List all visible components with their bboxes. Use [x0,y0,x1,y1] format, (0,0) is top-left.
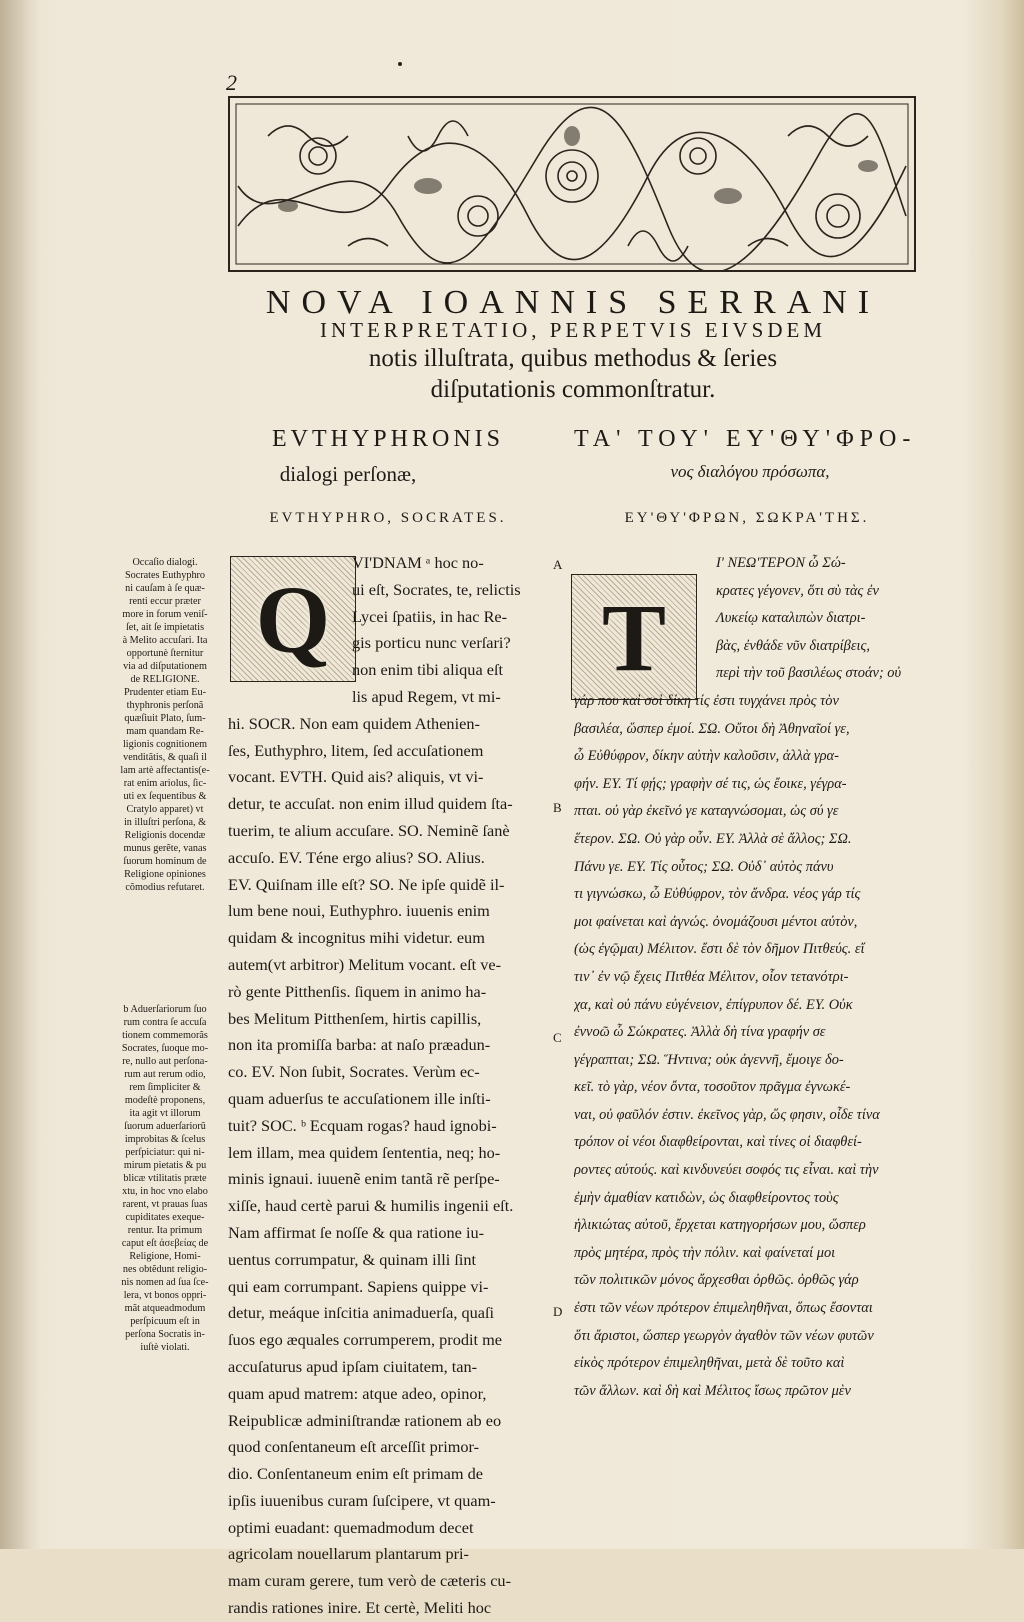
margin-note-line: mam quandam Re- [126,726,204,737]
margin-note-line: Socrates, ſuoque mo- [121,1043,209,1054]
latin-heading: EVTHYPHRONIS [271,426,504,452]
greek-text-line: κεῖ. τὸ γὰρ, νέον ὄντα, τοσοῦτον πρᾶγμα ἐγνωκέ- [574,1079,851,1096]
latin-text-line: Lycei ſpatiis, in hac Re- [352,606,508,626]
greek-text-line: τιν᾽ ἐν νῷ ἔχεις Πιτθέα Μέλιτον, οἷον τετανότρι- [574,968,849,985]
greek-text-line: κρατες γέγονεν, ὅτι σὺ τὰς ἐν [716,582,879,599]
latin-text-line: Reipublicæ adminiſtrandæ rationem ab eo [228,1410,502,1430]
greek-text-line: πρὸς μητέρα, πρὸς τὴν πόλιν. καὶ φαίνεταί μοι [574,1244,836,1261]
latin-text-line: quidam & incognitus mihi videtur. eum [228,928,485,948]
greek-text-line: (ὡς ἐγῷμαι) Μέλιτον. ἔστι δὲ τὸν δῆμον Πιτθεύς. εἴ [574,941,865,958]
section-letter-c: C [553,1030,562,1045]
greek-text-line: ναι, οὐ φαῦλόν ἐστιν. ἐκεῖνος γὰρ, ὥς φησιν, οἶδε τίνα [574,1106,880,1123]
title-line-2: INTERPRETATIO, PERPETVIS EIVSDEM [319,318,827,342]
greek-text-line: Πάνυ γε. ΕΥ. Τίς οὗτος; ΣΩ. Οὐδ᾽ αὐτὸς πάνυ [574,858,834,875]
margin-note-line: perſpiciatur: qui ni- [125,1147,205,1158]
margin-note-line: rat enim ariolus, ſic- [123,778,207,789]
margin-note-line: tionem commemorãs [122,1030,208,1041]
latin-text-line: agricolam nouellarum plantarum pri- [228,1544,469,1564]
latin-text-line: non ita promiſſa barba: at naſo præadun- [228,1035,491,1055]
margin-note-line: caput eſt ἀσεβείας de [121,1238,209,1249]
title-line-3: notis illuſtrata, quibus methodus & ſeries [368,345,778,372]
title-line-1: NOVA IOANNIS SERRANI [265,284,881,321]
latin-text-line: Nam affirmat ſe noſſe & qua ratione iu- [228,1222,485,1242]
margin-note-line: munus gerẽte, vanas [123,843,207,854]
section-letter-d: D [553,1304,563,1319]
margin-note-line: uti ex ſequentibus & [123,791,207,802]
greek-text-line: πται. οὐ γὰρ ἐκεῖνό γε καταγνώσομαι, ὡς σύ γε [574,803,839,820]
margin-note-line: nes obtẽdunt religio- [122,1264,208,1275]
margin-note-line: de RELIGIONE. [130,674,200,685]
latin-text-line: qui eam corrumpant. Sapiens quippe vi- [228,1276,489,1296]
margin-note-line: iuſtè violati. [140,1342,190,1353]
margin-note-line: improbitas & ſcelus [124,1134,206,1145]
greek-text-line: βασιλέα, ὥσπερ ἐμοί. ΣΩ. Οὔτοι δὴ Ἀθηναῖοί γε, [574,720,850,737]
margin-note-line: re, nullo aut perſona- [122,1056,208,1067]
latin-text-line: lem illam, mea quidem ſententia, neq; ho- [228,1142,501,1162]
margin-note-line: venditãtis, & quaſi il [123,752,207,763]
margin-note-line: rum aut rerum odio, [124,1069,206,1080]
greek-text-line: Λυκείῳ καταλιπὼν διατρι- [716,610,866,627]
greek-text-line: ἡλικιώτας αὐτοῦ, ἔρχεται κατηγορήσων μου, ὥσπερ [574,1217,866,1234]
latin-text-line: non enim tibi aliqua eſt [352,660,504,680]
greek-text-line: ἕτερον. ΣΩ. Οὐ γὰρ οὖν. ΕΥ. Ἀλλὰ σὲ ἄλλος; ΣΩ. [574,830,852,847]
latin-text-line: co. EV. Non ſubit, Socrates. Verùm ec- [228,1062,480,1082]
greek-text-line: ἐμὴν ἀμαθίαν κατιδὼν, ὡς διαφθείροντος τοὺς [574,1189,839,1206]
margin-note-line: rentur. Ita primum [127,1225,203,1236]
margin-note-line: blicæ vtilitatis præte [123,1173,207,1184]
margin-note-line: Religione, Homi- [129,1251,201,1262]
latin-text-line: lum bene noui, Euthyphro. iuuenis enim [228,901,490,921]
margin-note-line: ni cauſam à ſe quæ- [125,583,205,594]
margin-note-line: nis nomen ad ſua ſce- [121,1277,209,1288]
latin-text-line: detur, meáque inſcitia animaduerſa, quaſi [228,1303,495,1323]
latin-text-line: accuſaturus apud ipſam ciuitatem, tan- [228,1356,478,1376]
greek-text-line: γέγραπται; ΣΩ. Ἥντινα; οὐκ ἀγεννῆ, ἔμοιγε δο- [574,1051,844,1068]
margin-note-line: more in forum veniſ- [122,609,208,620]
margin-note-line: thyphronis perſonã [126,700,204,711]
greek-text-line: χα, καὶ οὐ πάνυ εὐγένειον, ἐπίγρυπον δέ. ΕΥ. Οὐκ [574,996,853,1013]
greek-text-line: φήν. ΕΥ. Τί φῄς; γραφὴν σέ τις, ὡς ἔοικε, γέγρα- [574,775,847,792]
greek-text-line: μοι φαίνεται καὶ ἀγνώς. ὀνομάζουσι μέντοι αὐτὸν, [574,913,858,930]
page-fold-shadow [0,0,40,1549]
margin-note-line: lam artè affectantis(e- [120,765,210,776]
latin-text-line: tuit? SOC. ᵇ Ecquam rogas? haud ignobi- [228,1115,497,1135]
latin-subheading: dialogi perſonæ, [279,462,417,486]
greek-text-line: βὰς, ἐνθάδε νῦν διατρίβεις, [716,637,870,654]
latin-text-line: VI'DNAM ᵃ hoc no- [352,553,484,572]
margin-note-line: modeſtè proponens, [124,1095,206,1106]
latin-text-line: quam apud matrem: atque adeo, opinor, [228,1383,487,1403]
ink-dot [398,62,402,66]
greek-text-line: τῶν ἄλλων. καὶ δὴ καὶ Μέλιτος ἴσως πρῶτον μὲν [574,1382,851,1399]
greek-text-line: εἰκὸς πρότερον ἐπιμεληθῆναι, μετὰ δὲ τοῦτο καὶ [574,1355,845,1372]
greek-text-line: ὅτι ἄριστοι, ὥσπερ γεωργὸν ἀγαθὸν τῶν νέων φυτῶν [574,1327,874,1344]
margin-note-line: Occaſio dialogi. [132,557,198,568]
greek-text-line: ὦ Εὐθύφρον, δίκην αὐτὴν καλοῦσιν, ἀλλὰ γρα- [574,748,839,765]
greek-text-line: γάρ που καὶ σοὶ δίκη τίς ἐστι τυγχάνει πρὸς τὸν [574,692,839,709]
latin-text-line: mam curam gerere, tum verò de cæteris cu- [228,1571,511,1591]
margin-note-line: xtu, in hoc vno elabo [122,1186,208,1197]
latin-text-line: ipſis iuuenibus curam ſuſcipere, vt quam- [228,1490,496,1510]
margin-note-line: Prudenter etiam Eu- [123,687,207,698]
section-letter-a: A [553,557,563,572]
margin-note-line: in illuſtri perſona, & [123,817,207,828]
greek-text-line: ἐστι τῶν νέων πρότερον ἐπιμεληθῆναι, ὅπως ἔσονται [574,1300,873,1317]
margin-note-b [110,1003,220,1354]
latin-text-line: gis porticu nunc verſari? [352,633,511,653]
margin-note-line: rum contra ſe accuſa [123,1017,207,1028]
margin-note-line: ita agit vt illorum [129,1108,201,1119]
greek-text-line: ροντες αὐτούς. καὶ κινδυνεύει σοφός τις εἶναι. καὶ τὴν [574,1162,879,1179]
greek-text-line: περὶ τὴν τοῦ βασιλέως στοάν; οὐ [716,665,902,682]
latin-text-line: accuſo. EV. Téne ergo alius? SO. Alius. [228,847,485,867]
margin-note-line: perſona Socratis in- [125,1329,205,1340]
latin-text-line: randis rationes inire. Et certè, Meliti hoc [228,1598,492,1618]
latin-text-line: vocant. EVTH. Quid ais? aliquis, vt vi- [228,767,484,787]
latin-text-line: tuerim, te alium accuſare. SO. Neminẽ ſanè [228,820,510,840]
title-line-4: diſputationis commonſtratur. [430,376,716,403]
margin-note-line: ſet, ait ſe impietatis [125,622,205,633]
margin-note-line: cupiditates exeque- [125,1212,205,1223]
greek-persons: ΕΥ'ΘΥ'ΦΡΩΝ, ΣΩΚΡΑ'ΤΗΣ. [624,510,870,526]
margin-note-line: b Aduerſariorum ſuo [123,1004,207,1015]
latin-text-line: dio. Conſentaneum enim eſt primam de [228,1464,484,1484]
margin-note-line: quæſiuit Plato, ſum- [124,713,206,724]
initial-letter-latin: Q [255,565,331,673]
greek-text-line: Ι' ΝΕΩ'ΤΕΡΟΝ ὦ Σώ- [716,555,846,571]
initial-letter-greek: T [601,583,667,691]
latin-text-line: rò gente Pitthenſis. ſiquem in animo ha- [228,981,487,1001]
margin-note-line: ſuorum aduerſariorũ [124,1121,206,1132]
ornamental-headpiece [228,96,916,272]
latin-text-line: lis apud Regem, vt mi- [352,686,501,706]
margin-note-line: ligionis cognitionem [122,739,208,750]
latin-text-line: detur, te accuſat. non enim illud quidem ſta- [228,794,513,814]
margin-note-a [110,556,220,894]
margin-note-line: rem ſimpliciter & [129,1082,201,1093]
latin-text-line: xiſſe, haud certè parui & humilis ingenii eſt. [228,1196,514,1216]
greek-text-line: τι γιγνώσκω, ὦ Εὐθύφρον, τὸν ἄνδρα. νέος γάρ τίς [574,886,861,903]
margin-note-line: rarent, vt prauas ſuas [122,1199,208,1210]
latin-text-line: bes Melitum Pitthenſem, hirtis capillis, [228,1008,482,1028]
page-number: 2 [226,70,237,95]
margin-note-line: lera, vt bonos oppri- [123,1290,207,1301]
latin-text-line: quam aduerſus te accuſationem ille inſti- [228,1088,491,1108]
margin-note-line: ſuorum hominum de [123,856,207,867]
greek-text-column [574,550,924,1405]
margin-note-line: Cratylo apparet) vt [126,804,204,815]
margin-note-line: via ad diſputationem [123,661,207,672]
latin-text-line: autem(vt arbitror) Melitum vocant. eſt ve- [228,954,502,974]
latin-text-line: optimi euadant: quemadmodum decet [228,1517,474,1537]
greek-text-line: τῶν πολιτικῶν μόνος ἄρχεσθαι ὀρθῶς. ὀρθῶς γάρ [574,1272,859,1289]
latin-text-line: hi. SOCR. Non eam quidem Athenien- [228,713,480,733]
margin-note-line: perſpicuum eſt in [130,1316,200,1327]
greek-subheading: νος διαλόγου πρόσωπα, [670,462,830,481]
latin-text-line: EV. Quiſnam ille eſt? SO. Ne ipſe quidẽ il- [228,874,505,894]
latin-text-line: ſuos ego æquales corrumperem, prodit me [228,1330,502,1350]
latin-text-line: minis ignaui. iuuenẽ enim tantã rẽ perſpe- [228,1169,500,1189]
margin-note-line: renti eccur præter [129,596,201,607]
greek-text-line: τρόπον οἱ νέοι διαφθείρονται, καὶ τίνες οἱ διαφθεί- [574,1134,862,1151]
latin-persons: EVTHYPHRO, SOCRATES. [269,510,507,526]
margin-note-line: Religionis docendæ [124,830,206,841]
margin-note-line: mirum pietatis & pu [123,1160,207,1171]
margin-note-line: Socrates Euthyphro [124,570,206,581]
margin-note-line: Religione opiniones [124,869,206,880]
latin-text-line: uentus corrumpatur, & quinam illi ſint [228,1249,477,1269]
greek-text-line: ἐννοῶ ὦ Σώκρατες. Ἀλλὰ δὴ τίνα γραφήν σε [574,1024,826,1041]
section-letter-b: B [553,800,562,815]
latin-text-line: ui eſt, Socrates, te, relictis [352,579,521,599]
latin-text-line: quod conſentaneum eſt arceſſit primor- [228,1437,480,1457]
margin-note-line: mãt atqueadmodum [124,1303,206,1314]
margin-note-line: opportunè ſternitur [126,648,204,659]
margin-note-line: cõmodius refutaret. [125,882,205,893]
greek-heading: ΤΑ' ΤΟΥ' ΕΥ'ΘΥ'ΦΡΟ- [574,426,917,452]
latin-text-column [228,550,544,1622]
latin-text-line: ſes, Euthyphro, litem, ſed accuſationem [228,740,484,760]
margin-note-line: à Melito accuſari. Ita [122,635,208,646]
